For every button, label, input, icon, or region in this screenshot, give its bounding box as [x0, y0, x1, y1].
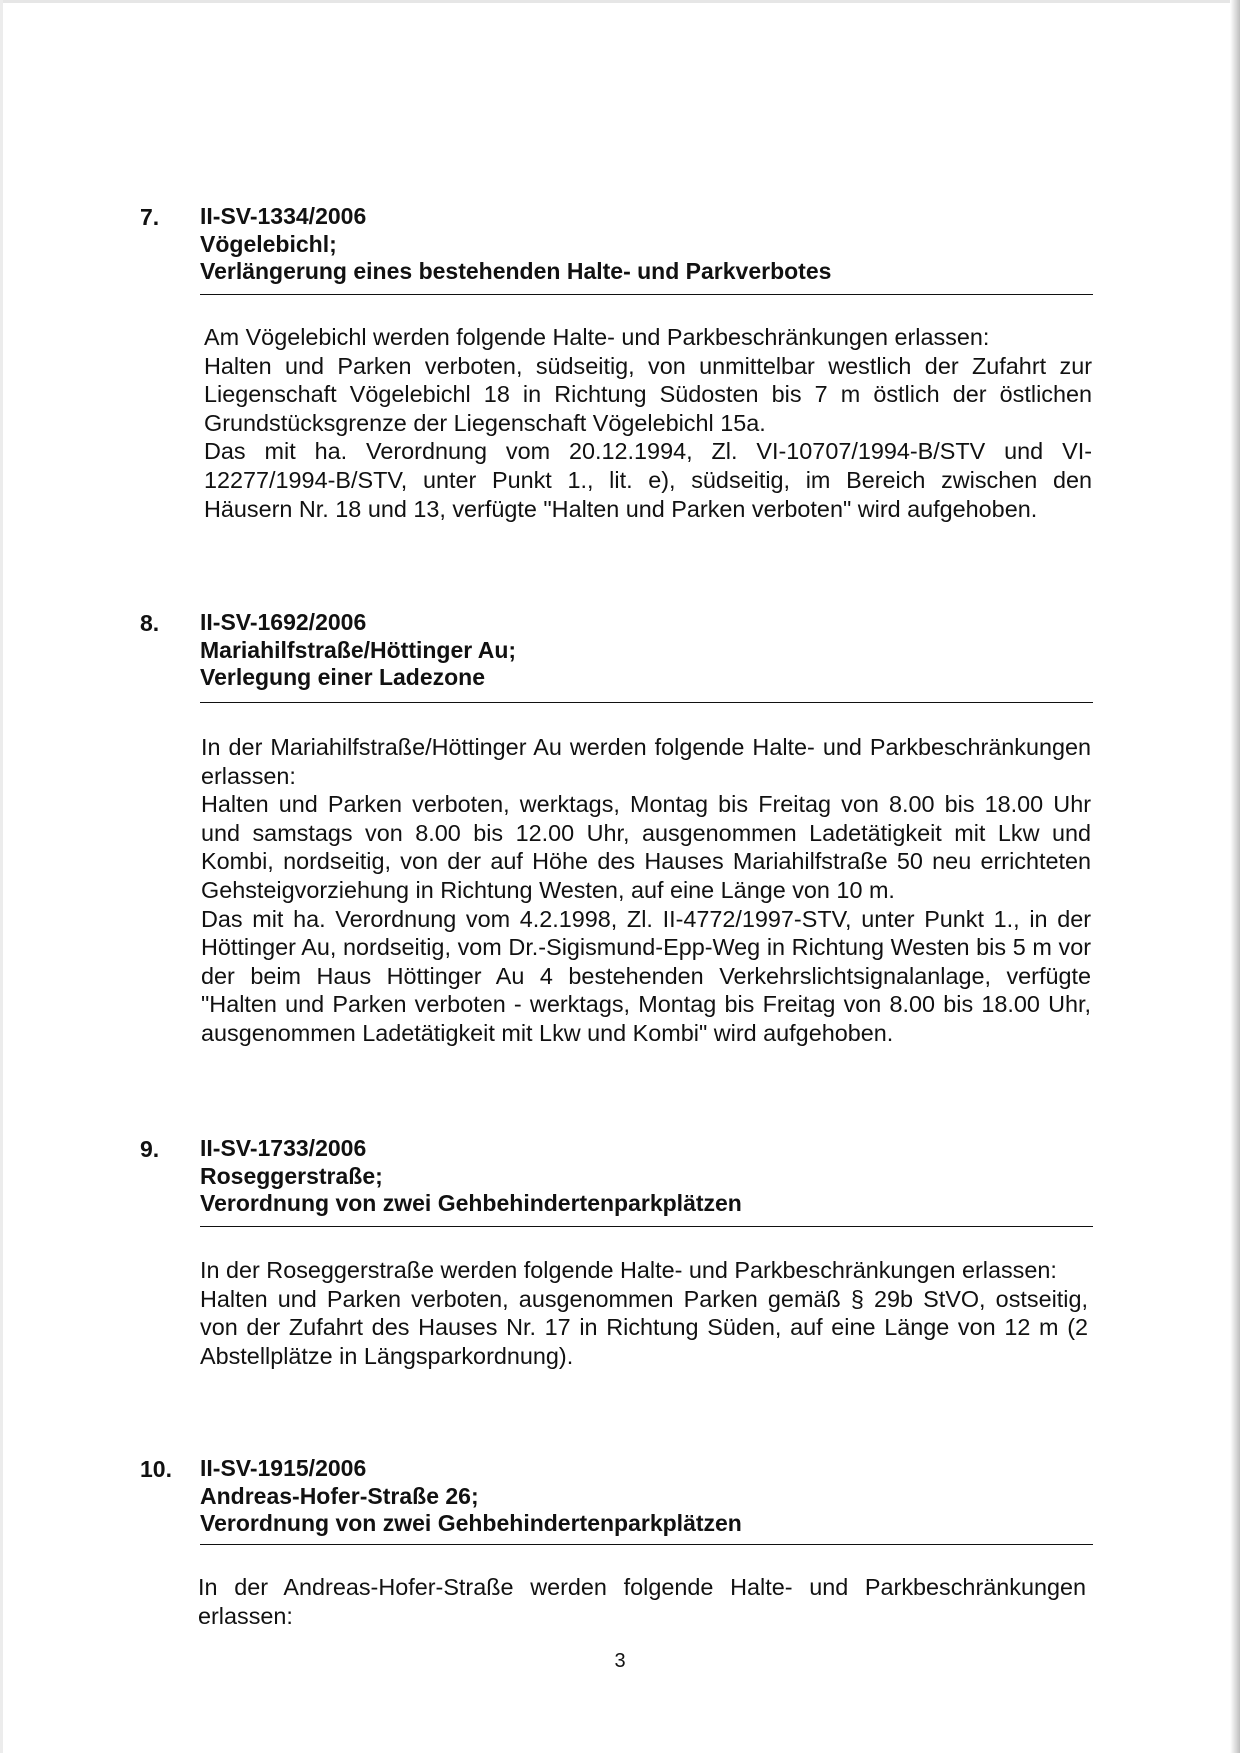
header-rule — [200, 702, 1093, 703]
item-code: II-SV-1334/2006 — [200, 203, 367, 229]
item-paragraph: Halten und Parken verboten, südseitig, von unmittelbar westlich der Zufahrt zur Liegenschaft Vögelebichl 18 in Richtung Südosten bis 7 m östlich der östlichen Grundstücksgrenze der Liegenschaft Vögelebichl 15a. — [204, 352, 1092, 436]
item-paragraph: Das mit ha. Verordnung vom 20.12.1994, Zl. VI-10707/1994-B/STV und VI-12277/1994-B/STV, unter Punkt 1., lit. e), südseitig, im Bereich zwischen den Häusern Nr. 18 und 13, verfügte "Halten und Parken verboten" wird aufgehoben. — [204, 438, 1092, 522]
header-rule — [200, 1544, 1093, 1545]
scan-edge-left — [0, 0, 3, 1753]
item-header — [200, 1135, 1093, 1218]
item-location: Roseggerstraße; — [200, 1162, 383, 1189]
item-code: II-SV-1733/2006 — [200, 1135, 367, 1161]
item-body — [200, 1256, 1088, 1370]
item-paragraph: In der Andreas-Hofer-Straße werden folgende Halte- und Parkbeschränkungen erlassen: — [198, 1574, 1086, 1629]
item-subject: Verordnung von zwei Gehbehindertenparkplätzen — [200, 1190, 742, 1216]
header-rule — [200, 1226, 1093, 1227]
item-code: II-SV-1692/2006 — [200, 609, 367, 635]
item-number: 9. — [140, 1136, 160, 1162]
item-body — [198, 1573, 1086, 1630]
item-body — [204, 323, 1092, 523]
scan-edge-top — [0, 0, 1240, 3]
page-number: 3 — [614, 1650, 626, 1672]
item-paragraph: Halten und Parken verboten, ausgenommen Parken gemäß § 29b StVO, ostseitig, von der Zufahrt des Hauses Nr. 17 in Richtung Süden, auf eine Länge von 12 m (2 Abstellplätze in Längsparkordnung). — [200, 1285, 1088, 1369]
item-code: II-SV-1915/2006 — [200, 1455, 367, 1481]
item-body — [201, 733, 1091, 1048]
header-rule — [200, 294, 1093, 295]
item-location: Andreas-Hofer-Straße 26; — [200, 1482, 479, 1509]
item-header — [200, 203, 1093, 286]
item-number: 8. — [140, 610, 160, 636]
item-subject: Verlegung einer Ladezone — [200, 664, 486, 690]
item-location: Mariahilfstraße/Höttinger Au; — [200, 636, 517, 663]
item-header — [200, 1455, 1093, 1538]
item-paragraph: In der Roseggerstraße werden folgende Halte- und Parkbeschränkungen erlassen: — [200, 1257, 1057, 1283]
item-location: Vögelebichl; — [200, 230, 337, 257]
item-number: 10. — [140, 1456, 172, 1482]
item-header — [200, 609, 1093, 692]
item-paragraph: Am Vögelebichl werden folgende Halte- und Parkbeschränkungen erlassen: — [204, 324, 990, 350]
item-paragraph: In der Mariahilfstraße/Höttinger Au werden folgende Halte- und Parkbeschränkungen erlassen: — [201, 734, 1091, 789]
scan-edge-right — [1230, 0, 1240, 1753]
item-paragraph: Das mit ha. Verordnung vom 4.2.1998, Zl. II-4772/1997-STV, unter Punkt 1., in der Höttinger Au, nordseitig, vom Dr.-Sigismund-Epp-Weg in Richtung Westen bis 5 m vor der beim Haus Höttinger Au 4 bestehenden Verkehrslichtsignalanlage, verfügte "Halten und Parken verboten - werktags, Montag bis Freitag von 8.00 bis 18.00 Uhr, ausgenommen Ladetätigkeit mit Lkw und Kombi" wird aufgehoben. — [201, 905, 1091, 1046]
item-subject: Verlängerung eines bestehenden Halte- und Parkverbotes — [200, 258, 832, 284]
item-number: 7. — [140, 204, 160, 230]
item-subject: Verordnung von zwei Gehbehindertenparkplätzen — [200, 1510, 742, 1536]
item-paragraph: Halten und Parken verboten, werktags, Montag bis Freitag von 8.00 bis 18.00 Uhr und samstags von 8.00 bis 12.00 Uhr, ausgenommen Ladetätigkeit mit Lkw und Kombi, nordseitig, von der auf Höhe des Hauses Mariahilfstraße 50 neu errichteten Gehsteigvorziehung in Richtung Westen, auf eine Länge von 10 m. — [201, 791, 1091, 903]
